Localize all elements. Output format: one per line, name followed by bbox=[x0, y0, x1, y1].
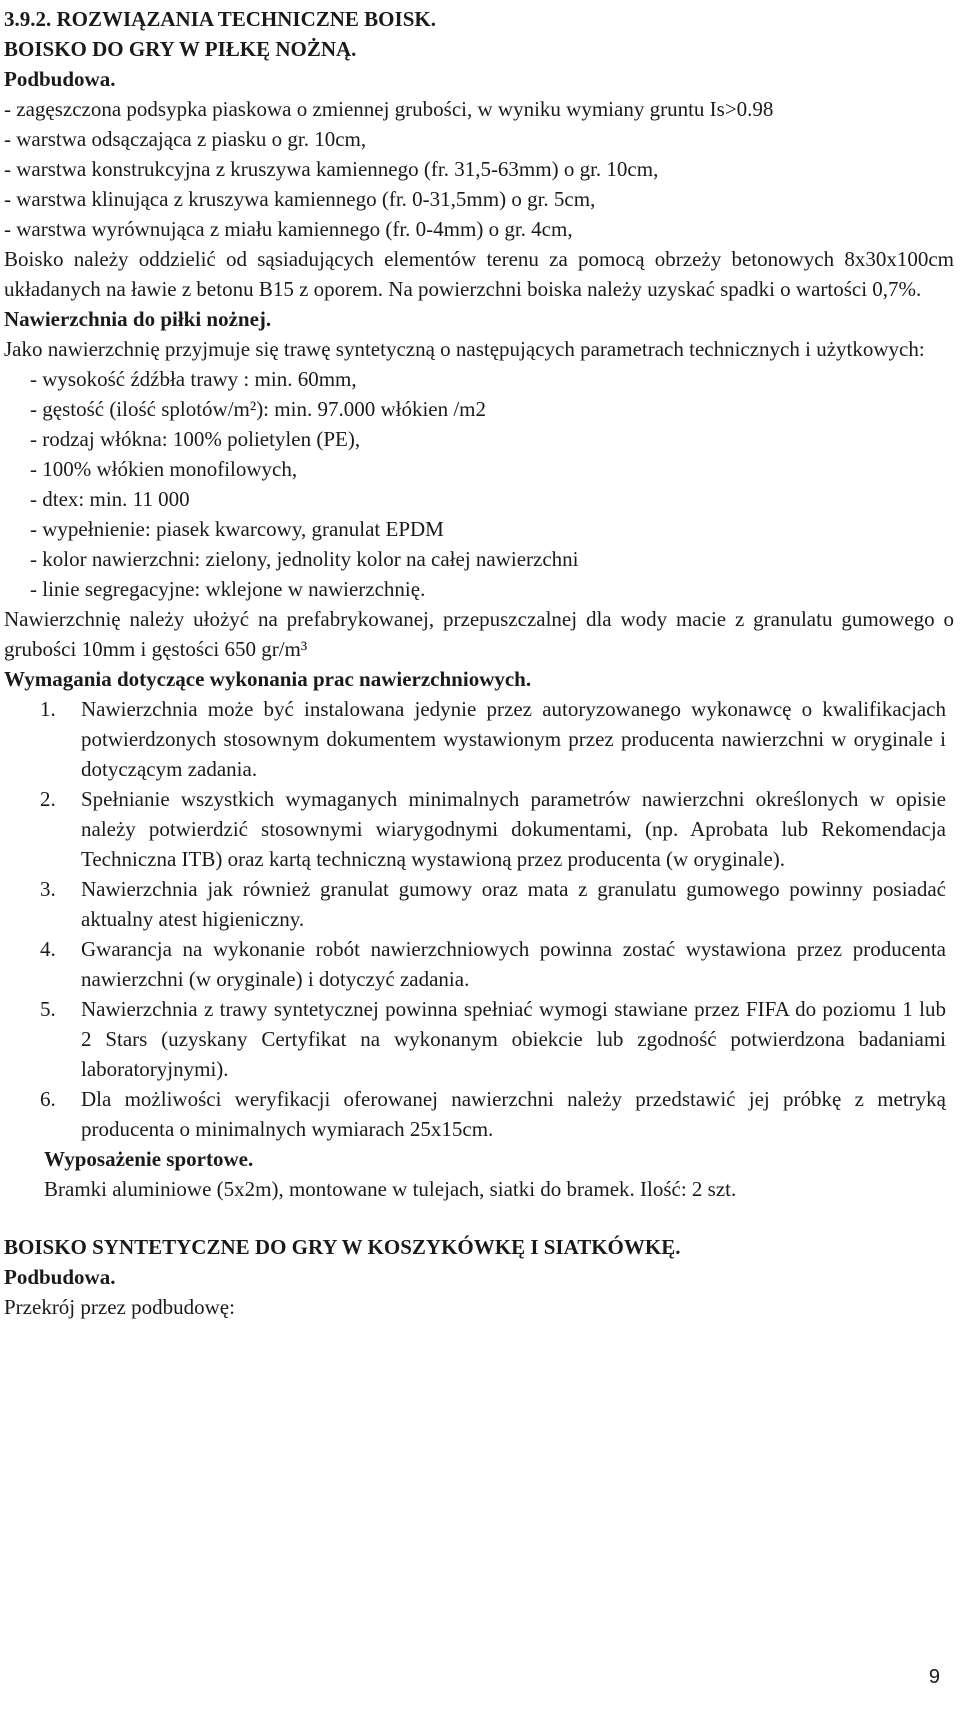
requirement-number: 3. bbox=[40, 877, 56, 901]
requirement-item bbox=[40, 994, 954, 1084]
requirement-text: Spełnianie wszystkich wymaganych minimalnych parametrów nawierzchni określonych w opisie należy potwierdzić stosownymi wiarygodnymi dokumentami, (np. Aprobata lub Rekomendacja Techniczna ITB) oraz kartą techniczną wystawioną przez producenta (w oryginale). bbox=[81, 787, 946, 871]
requirement-item bbox=[40, 874, 954, 934]
param-6: - wypełnienie: piasek kwarcowy, granulat EPDM bbox=[30, 517, 444, 541]
requirement-number: 5. bbox=[40, 997, 56, 1021]
surface-intro: Jako nawierzchnię przyjmuje się trawę syntetyczną o następujących parametrach technicznych i użytkowych: bbox=[4, 337, 925, 361]
requirement-item bbox=[40, 1084, 954, 1144]
base-heading-2: Podbudowa. bbox=[4, 1265, 116, 1289]
param-3: - rodzaj włókna: 100% polietylen (PE), bbox=[30, 427, 361, 451]
page-content bbox=[4, 4, 954, 1322]
base-layer-1: - zagęszczona podsypka piaskowa o zmiennej grubości, w wyniku wymiany gruntu Is>0.98 bbox=[4, 97, 774, 121]
param-2: - gęstość (ilość splotów/m²): min. 97.000 włókien /m2 bbox=[30, 397, 487, 421]
cross-section-caption: Przekrój przez podbudowę: bbox=[4, 1295, 235, 1319]
param-1: - wysokość źdźbła trawy : min. 60mm, bbox=[30, 367, 357, 391]
requirement-item bbox=[40, 694, 954, 784]
equipment-text: Bramki aluminiowe (5x2m), montowane w tulejach, siatki do bramek. Ilość: 2 szt. bbox=[44, 1177, 737, 1201]
requirement-text: Gwarancja na wykonanie robót nawierzchniowych powinna zostać wystawiona przez producenta nawierzchni (w oryginale) i dotyczyć zadania. bbox=[81, 937, 946, 991]
spacer bbox=[4, 1204, 954, 1232]
section-heading: 3.9.2. ROZWIĄZANIA TECHNICZNE BOISK. bbox=[4, 7, 436, 31]
param-8: - linie segregacyjne: wklejone w nawierzchnię. bbox=[30, 577, 426, 601]
param-5: - dtex: min. 11 000 bbox=[30, 487, 190, 511]
requirement-number: 6. bbox=[40, 1087, 56, 1111]
param-7: - kolor nawierzchni: zielony, jednolity kolor na całej nawierzchni bbox=[30, 547, 579, 571]
install-paragraph: Nawierzchnię należy ułożyć na prefabrykowanej, przepuszczalnej dla wody macie z granulatu gumowego o grubości 10mm i gęstości 650 gr/m³ bbox=[4, 607, 954, 661]
surface-heading: Nawierzchnia do piłki nożnej. bbox=[4, 307, 272, 331]
requirements-heading: Wymagania dotyczące wykonania prac nawierzchniowych. bbox=[4, 667, 532, 691]
base-layer-4: - warstwa klinująca z kruszywa kamiennego (fr. 0-31,5mm) o gr. 5cm, bbox=[4, 187, 596, 211]
requirement-number: 2. bbox=[40, 787, 56, 811]
edge-paragraph: Boisko należy oddzielić od sąsiadujących elementów terenu za pomocą obrzeży betonowych 8x30x100cm układanych na ławie z betonu B15 z oporem. Na powierzchni boiska należy uzyskać spadki o wartości 0,7%. bbox=[4, 247, 954, 301]
football-pitch-title: BOISKO DO GRY W PIŁKĘ NOŻNĄ. bbox=[4, 37, 357, 61]
equipment-heading: Wyposażenie sportowe. bbox=[44, 1147, 254, 1171]
requirement-number: 4. bbox=[40, 937, 56, 961]
requirement-item bbox=[40, 934, 954, 994]
base-layer-3: - warstwa konstrukcyjna z kruszywa kamiennego (fr. 31,5-63mm) o gr. 10cm, bbox=[4, 157, 659, 181]
requirement-text: Nawierzchnia z trawy syntetycznej powinna spełniać wymogi stawiane przez FIFA do poziomu 1 lub 2 Stars (uzyskany Certyfikat na wykonanym obiekcie lub zgodność potwierdzona badaniami laboratoryjnymi). bbox=[81, 997, 946, 1081]
base-heading: Podbudowa. bbox=[4, 67, 116, 91]
requirement-text: Dla możliwości weryfikacji oferowanej nawierzchni należy przedstawić jej próbkę z metryką producenta o minimalnych wymiarach 25x15cm. bbox=[81, 1087, 946, 1141]
requirement-number: 1. bbox=[40, 697, 56, 721]
basketball-court-title: BOISKO SYNTETYCZNE DO GRY W KOSZYKÓWKĘ I SIATKÓWKĘ. bbox=[4, 1235, 681, 1259]
base-layer-2: - warstwa odsączająca z piasku o gr. 10cm, bbox=[4, 127, 367, 151]
requirement-text: Nawierzchnia może być instalowana jedynie przez autoryzowanego wykonawcę o kwalifikacjach potwierdzonych stosownym dokumentem wystawionym przez producenta nawierzchni w oryginale i dotyczącym zadania. bbox=[81, 697, 946, 781]
param-4: - 100% włókien monofilowych, bbox=[30, 457, 298, 481]
requirement-text: Nawierzchnia jak również granulat gumowy oraz mata z granulatu gumowego powinny posiadać aktualny atest higieniczny. bbox=[81, 877, 946, 931]
page-number: 9 bbox=[928, 1666, 940, 1688]
requirement-item bbox=[40, 784, 954, 874]
base-layer-5: - warstwa wyrównująca z miału kamiennego (fr. 0-4mm) o gr. 4cm, bbox=[4, 217, 573, 241]
